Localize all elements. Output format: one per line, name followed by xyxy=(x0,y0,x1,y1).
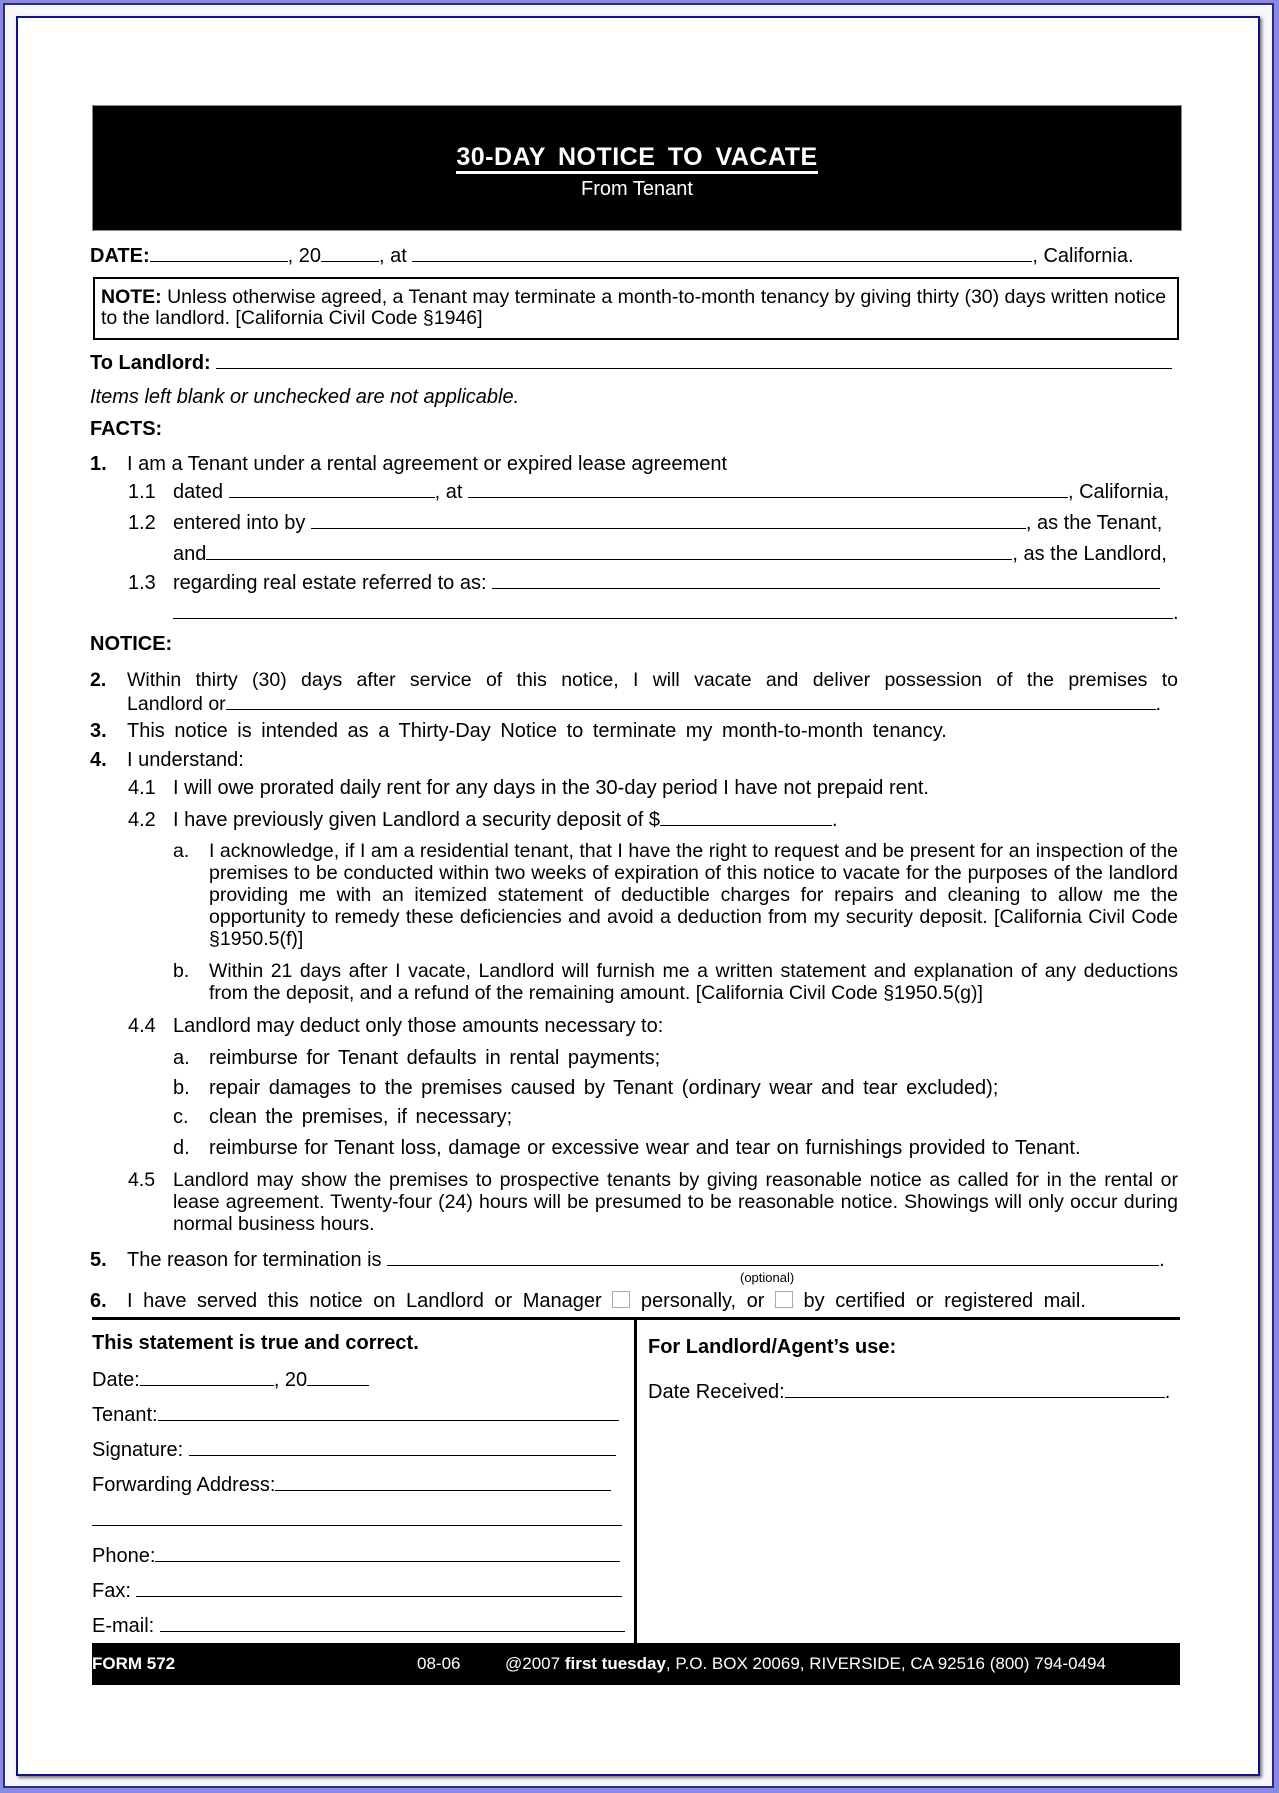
tenant-line xyxy=(92,1402,619,1427)
item-6 xyxy=(90,1289,1086,1313)
and-label: and xyxy=(173,543,207,565)
agreement-date-field[interactable] xyxy=(229,479,435,498)
item-4-1 xyxy=(128,776,929,800)
item-number: 4.5 xyxy=(128,1169,156,1191)
form-header xyxy=(92,105,1182,231)
item-text: Landlord may show the premises to prospective tenants by giving reasonable notice as called for in the rental or lease agreement. Twenty-four (24) hours will be presumed to be reasonable notice. Showings will only occur during normal business hours. xyxy=(173,1169,1178,1235)
notice-heading: NOTICE: xyxy=(90,633,173,655)
publisher-brand: first tuesday xyxy=(564,1654,666,1673)
item-number: 4.4 xyxy=(128,1015,156,1037)
date-field[interactable] xyxy=(150,243,288,262)
item-4-4-b xyxy=(173,1076,998,1100)
year-prefix: , 20 xyxy=(273,1369,308,1391)
date-label: DATE: xyxy=(90,245,150,267)
property-field-1[interactable] xyxy=(492,570,1160,589)
copyright-year: @2007 xyxy=(505,1654,565,1673)
tenant-name-field[interactable] xyxy=(311,510,1026,529)
item-1-3 xyxy=(128,570,1160,595)
item-letter: d. xyxy=(173,1137,190,1159)
item-letter: a. xyxy=(173,1047,190,1069)
personally-checkbox[interactable] xyxy=(612,1291,630,1308)
item-number: 5. xyxy=(90,1249,107,1271)
forwarding-line-2 xyxy=(92,1507,622,1532)
period: . xyxy=(1173,602,1179,624)
as-landlord-label: , as the Landlord, xyxy=(1012,543,1167,565)
dated-label: dated xyxy=(173,481,224,503)
to-landlord-line xyxy=(90,350,1172,375)
item-4-2-b xyxy=(173,960,1178,1004)
state-label: , California, xyxy=(1067,481,1170,503)
fax-field[interactable] xyxy=(136,1578,622,1597)
item-number: 4. xyxy=(90,749,107,771)
item-1 xyxy=(90,452,727,476)
landlord-name-field[interactable] xyxy=(216,350,1172,369)
item-text: repair damages to the premises caused by Tenant (ordinary wear and tear excluded); xyxy=(209,1077,999,1099)
statement-heading: This statement is true and correct. xyxy=(92,1332,419,1354)
year-field[interactable] xyxy=(321,243,379,262)
item-4-5 xyxy=(128,1169,1178,1235)
item-text: Within 21 days after I vacate, Landlord will furnish me a written statement and explanation of any deductions from the deposit, and a refund of the remaining amount. [California Civil Code §1950.5(g)] xyxy=(209,960,1178,1004)
landlord-or-label: Landlord or xyxy=(127,693,226,715)
landlord-party-field[interactable] xyxy=(206,541,1012,560)
period: . xyxy=(1164,1381,1171,1403)
item-number: 6. xyxy=(90,1290,107,1312)
forwarding-label: Forwarding Address: xyxy=(92,1474,276,1496)
certified-mail-checkbox[interactable] xyxy=(775,1291,793,1308)
item-4-4-c xyxy=(173,1105,512,1129)
note-text: Unless otherwise agreed, a Tenant may terminate a month-to-month tenancy by giving thirty (30) days written notice to the landlord. [California Civil Code §1946] xyxy=(101,286,1167,329)
tenant-field[interactable] xyxy=(158,1402,619,1421)
item-4-4-d xyxy=(173,1136,1081,1160)
at-label: , at xyxy=(434,481,463,503)
email-line xyxy=(92,1613,625,1638)
agreement-location-field[interactable] xyxy=(468,479,1068,498)
email-field[interactable] xyxy=(160,1613,625,1632)
item-text: reimburse for Tenant defaults in rental payments; xyxy=(209,1047,661,1069)
item-number: 1.2 xyxy=(128,512,156,534)
form-title: 30-DAY NOTICE TO VACATE xyxy=(456,144,817,174)
item-4-2 xyxy=(128,807,838,832)
forwarding-field-2[interactable] xyxy=(92,1507,622,1526)
item-number: 4.1 xyxy=(128,777,156,799)
period: . xyxy=(1155,693,1162,715)
item-1-1 xyxy=(128,479,1169,504)
item-text: I have previously given Landlord a security deposit of $ xyxy=(173,809,660,831)
item-text: regarding real estate referred to as: xyxy=(173,572,487,594)
item-1-2-landlord xyxy=(173,541,1167,566)
form-subtitle: From Tenant xyxy=(581,178,693,200)
date-label: Date: xyxy=(92,1369,140,1391)
optional-hint: (optional) xyxy=(740,1270,795,1285)
item-number: 1.3 xyxy=(128,572,156,594)
deliver-to-field[interactable] xyxy=(226,691,1156,710)
item-3 xyxy=(90,719,947,743)
facts-heading: FACTS: xyxy=(90,418,163,440)
date-line xyxy=(90,243,1134,268)
note-label: NOTE: xyxy=(101,286,162,308)
email-label: E-mail: xyxy=(92,1615,155,1637)
item-1-3-line2 xyxy=(173,600,1179,625)
fax-line xyxy=(92,1578,622,1603)
landlord-use-heading: For Landlord/Agent’s use: xyxy=(648,1336,897,1358)
year-prefix: , 20 xyxy=(287,245,321,267)
property-field-2[interactable] xyxy=(173,600,1173,619)
item-4-4-a xyxy=(173,1046,660,1070)
phone-line xyxy=(92,1543,620,1568)
item-text: I acknowledge, if I am a residential tenant, that I have the right to request and be present for an inspection of the premises to be conducted within two weeks of expiration of this notice to vacate for the purposes of the landlord providing me with an itemized statement of deductible charges for repairs and cleaning to allow me the opportunity to remedy these deficiencies and avoid a deduction from my security deposit. [California Civil Code §1950.5(f)] xyxy=(209,840,1178,950)
note-box xyxy=(93,277,1179,340)
state-label: , California. xyxy=(1032,245,1134,267)
publisher-address: , P.O. BOX 20069, RIVERSIDE, CA 92516 (800) 794-0494 xyxy=(665,1654,1106,1673)
item-4-4 xyxy=(128,1014,663,1038)
personally-label: personally, or xyxy=(640,1290,765,1312)
copyright xyxy=(505,1654,1106,1674)
item-5 xyxy=(90,1247,1165,1272)
deposit-amount-field[interactable] xyxy=(660,807,832,826)
item-text: reimburse for Tenant loss, damage or excessive wear and tear on furnishings provided to Tenant. xyxy=(209,1137,1081,1159)
forwarding-line xyxy=(92,1472,611,1497)
item-letter: c. xyxy=(173,1106,189,1128)
fax-label: Fax: xyxy=(92,1580,131,1602)
sign-year-field[interactable] xyxy=(307,1367,369,1386)
item-text: I am a Tenant under a rental agreement or expired lease agreement xyxy=(127,453,727,475)
item-number: 4.2 xyxy=(128,809,156,831)
signature-line xyxy=(92,1437,616,1462)
tenant-label: Tenant: xyxy=(92,1404,158,1426)
item-number: 3. xyxy=(90,720,107,742)
signature-label: Signature: xyxy=(92,1439,184,1461)
date-received-line xyxy=(648,1379,1170,1404)
item-letter: b. xyxy=(173,1077,190,1099)
instructions-text: Items left blank or unchecked are not applicable. xyxy=(90,386,520,408)
item-letter: a. xyxy=(173,840,190,862)
form-footer xyxy=(92,1643,1180,1685)
sign-date-field[interactable] xyxy=(140,1367,274,1386)
as-tenant-label: , as the Tenant, xyxy=(1025,512,1163,534)
item-4 xyxy=(90,748,244,772)
item-text: Within thirty (30) days after service of this notice, I will vacate and deliver possession of the premises to xyxy=(127,669,1178,691)
termination-reason-field[interactable] xyxy=(387,1247,1159,1266)
item-number: 1.1 xyxy=(128,481,156,503)
period: . xyxy=(1159,1249,1165,1271)
at-label: , at xyxy=(378,245,407,267)
form-number: FORM 572 xyxy=(92,1654,176,1673)
item-text: I understand: xyxy=(127,749,244,771)
certified-mail-label: by certified or registered mail. xyxy=(803,1290,1086,1312)
item-text: I will owe prorated daily rent for any days in the 30-day period I have not prepaid rent. xyxy=(173,777,929,799)
item-number: 1. xyxy=(90,453,107,475)
date-received-field[interactable] xyxy=(785,1379,1165,1398)
item-letter: b. xyxy=(173,960,190,982)
phone-label: Phone: xyxy=(92,1545,156,1567)
item-text: clean the premises, if necessary; xyxy=(209,1106,513,1128)
period: . xyxy=(831,809,838,831)
item-text: The reason for termination is xyxy=(127,1249,382,1271)
phone-field[interactable] xyxy=(155,1543,620,1562)
item-4-2-a xyxy=(173,840,1178,950)
item-text: I have served this notice on Landlord or Manager xyxy=(127,1290,602,1312)
item-text: This notice is intended as a Thirty-Day Notice to terminate my month-to-month tenancy. xyxy=(127,720,947,742)
sign-date-line xyxy=(92,1367,369,1392)
item-1-2 xyxy=(128,510,1162,535)
location-field[interactable] xyxy=(412,243,1032,262)
column-divider xyxy=(634,1320,637,1643)
to-landlord-label: To Landlord: xyxy=(90,352,211,374)
item-text: Landlord may deduct only those amounts necessary to: xyxy=(173,1015,664,1037)
entered-label: entered into by xyxy=(173,512,306,534)
forwarding-field-1[interactable] xyxy=(275,1472,611,1491)
date-received-label: Date Received: xyxy=(648,1381,785,1403)
item-number: 2. xyxy=(90,669,107,691)
item-2 xyxy=(90,669,1178,715)
revision-date: 08-06 xyxy=(417,1654,461,1673)
signature-field[interactable] xyxy=(189,1437,616,1456)
